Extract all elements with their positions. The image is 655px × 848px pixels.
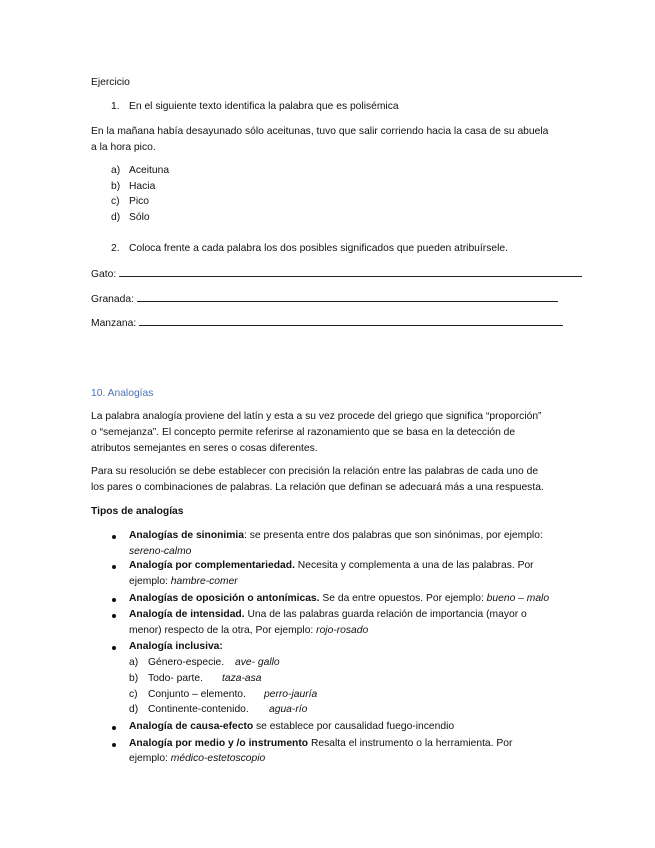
item-text: Necesita y complementa a una de las palabras. Por xyxy=(294,560,534,571)
q1-text-line-1: En la mañana había desayunado sólo aceitunas, tuvo que salir corriendo hacia la casa de su abuela xyxy=(91,126,549,137)
item-example: rojo-rosado xyxy=(316,625,369,636)
item-example: hambre-comer xyxy=(170,576,238,587)
paragraph-2-line: Para su resolución se debe establecer con precisión la relación entre las palabras de cada uno de xyxy=(91,466,539,477)
sub-item-example: taza-asa xyxy=(222,673,262,684)
list-item xyxy=(129,561,534,571)
q1-option-text: Sólo xyxy=(129,212,150,223)
q1-option-letter: c) xyxy=(111,196,120,207)
field-label: Gato: xyxy=(91,269,117,280)
bullet-icon xyxy=(112,743,116,747)
item-example-line xyxy=(129,626,368,636)
list-item xyxy=(129,610,527,620)
bullet-icon xyxy=(112,598,116,602)
list-item xyxy=(129,531,543,541)
item-example-line xyxy=(129,577,238,587)
item-text: : se presenta entre dos palabras que son sinónimas, por ejemplo: xyxy=(244,530,543,541)
answer-blank[interactable] xyxy=(119,267,582,277)
sub-item-letter: a) xyxy=(129,657,139,668)
item-example: sereno-calmo xyxy=(129,546,192,557)
sub-item-letter: c) xyxy=(129,689,138,700)
sub-item-letter: d) xyxy=(129,704,139,715)
q1-option-letter: a) xyxy=(111,165,121,176)
example-prefix: ejemplo: xyxy=(129,576,171,587)
answer-field-granada xyxy=(91,292,558,305)
item-bold: Analogías de oposición o antonímicas. xyxy=(129,593,320,604)
list-item xyxy=(129,722,454,732)
q1-text-line-2: a la hora pico. xyxy=(91,142,156,153)
paragraph-1-line: o “semejanza”. El concepto permite referirse al razonamiento que se basa en la detección de xyxy=(91,427,516,438)
item-bold: Analogía por medio y /o instrumento xyxy=(129,738,309,749)
bullet-icon xyxy=(112,535,116,539)
answer-blank[interactable] xyxy=(137,292,558,302)
q1-number: 1. xyxy=(111,101,120,112)
section-heading: 10. Analogías xyxy=(91,388,154,399)
paragraph-2-line: los pares o combinaciones de palabras. La relación que definan se adecuará más a una respuesta. xyxy=(91,482,544,493)
paragraph-1-line: La palabra analogía proviene del latín y esta a su vez procede del griego que significa “proporción” xyxy=(91,411,542,422)
sub-item-example: agua-río xyxy=(269,704,308,715)
q1-option-text: Pico xyxy=(129,196,150,207)
example-prefix: ejemplo: xyxy=(129,753,171,764)
sub-item-example: ave- gallo xyxy=(235,657,280,668)
answer-field-manzana xyxy=(91,316,563,329)
bullet-icon xyxy=(112,646,116,650)
item-example: bueno – malo xyxy=(486,593,550,604)
field-label: Granada: xyxy=(91,294,134,305)
bullet-icon xyxy=(112,614,116,618)
item-bold: Analogías de sinonimia xyxy=(129,530,245,541)
q1-option-text: Hacia xyxy=(129,181,156,192)
q2-prompt: Coloca frente a cada palabra los dos posibles significados que pueden atribuírsele. xyxy=(129,243,508,254)
list-item xyxy=(129,739,512,749)
q1-prompt: En el siguiente texto identifica la palabra que es polisémica xyxy=(129,101,399,112)
item-example-line xyxy=(129,754,265,764)
q1-option-letter: d) xyxy=(111,212,121,223)
item-text: se establece por causalidad fuego-incendio xyxy=(253,721,455,732)
item-text: Resalta el instrumento o la herramienta. Por xyxy=(308,738,513,749)
q1-option-letter: b) xyxy=(111,181,121,192)
sub-item-text: Género-especie. xyxy=(148,657,225,668)
sub-item-text: Conjunto – elemento. xyxy=(148,689,246,700)
q1-option-text: Aceituna xyxy=(129,165,170,176)
bullet-icon xyxy=(112,565,116,569)
sub-item-example: perro-jauría xyxy=(264,689,318,700)
paragraph-1-line: atributos semejantes en seres o cosas diferentes. xyxy=(91,443,318,454)
q2-number: 2. xyxy=(111,243,120,254)
item-example: médico-estetoscopio xyxy=(170,753,266,764)
item-text: Una de las palabras guarda relación de importancia (mayor o xyxy=(244,609,527,620)
item-bold: Analogía de causa-efecto xyxy=(129,721,254,732)
title: Ejercicio xyxy=(91,77,130,88)
types-title: Tipos de analogías xyxy=(91,506,184,517)
bullet-icon xyxy=(112,726,116,730)
sub-item-text: Continente-contenido. xyxy=(148,704,249,715)
list-item xyxy=(129,594,549,604)
item-text: Se da entre opuestos. Por ejemplo: xyxy=(319,593,487,604)
answer-field-gato xyxy=(91,267,582,280)
answer-blank[interactable] xyxy=(139,316,563,326)
example-prefix: menor) respecto de la otra, Por ejemplo: xyxy=(129,625,317,636)
sub-item-text: Todo- parte. xyxy=(148,673,203,684)
item-bold: Analogía por complementariedad. xyxy=(129,560,295,571)
item-bold: Analogía de intensidad. xyxy=(129,609,245,620)
sub-item-letter: b) xyxy=(129,673,139,684)
list-item: Analogía inclusiva: xyxy=(129,641,223,652)
field-label: Manzana: xyxy=(91,318,137,329)
